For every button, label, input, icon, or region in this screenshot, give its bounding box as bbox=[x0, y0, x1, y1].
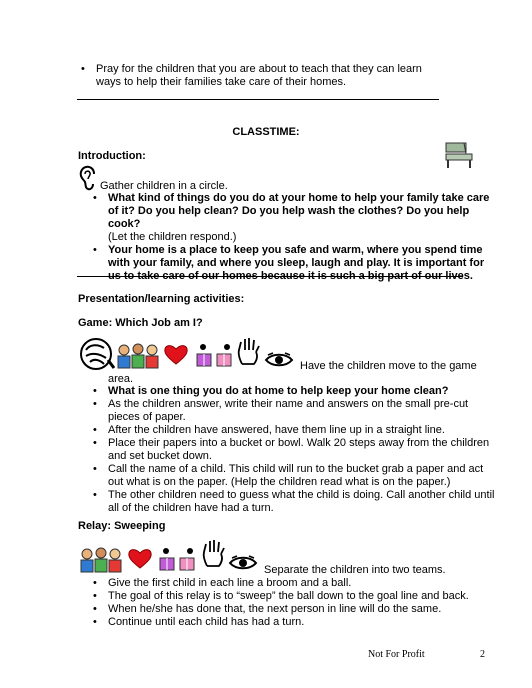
ear-icon bbox=[79, 165, 99, 191]
list-item bbox=[90, 437, 500, 463]
intro-bullet-text: Pray for the children that you are about to teach that they can learn ways to help their families take care of their homes. bbox=[96, 63, 422, 88]
list-item bbox=[90, 463, 500, 489]
gift-pair-icon bbox=[195, 342, 235, 370]
game-item-3: After the children have answered, have them line up in a straight line. bbox=[108, 424, 445, 436]
list-item bbox=[90, 489, 500, 515]
relay-item-1: Give the first child in each line a broom and a ball. bbox=[108, 577, 352, 589]
divider-top bbox=[77, 99, 439, 100]
game-item-1: What is one thing you do at home to help keep your home clean? bbox=[108, 385, 449, 397]
gift-pair-icon bbox=[158, 546, 198, 574]
relay-heading: Relay: Sweeping bbox=[78, 520, 166, 532]
presentation-heading: Presentation/learning activities: bbox=[78, 293, 245, 305]
relay-item-4: Continue until each child has had a turn. bbox=[108, 616, 305, 628]
eye-icon bbox=[264, 352, 294, 368]
list-item bbox=[90, 577, 500, 590]
brain-icon bbox=[78, 336, 116, 372]
relay-intro: Separate the children into two teams. bbox=[264, 564, 446, 576]
introduction-heading: Introduction: bbox=[78, 150, 146, 162]
list-item bbox=[90, 603, 500, 616]
game-heading: Game: Which Job am I? bbox=[78, 317, 203, 329]
game-intro-b: area. bbox=[108, 373, 134, 385]
intro-bullet bbox=[78, 63, 446, 89]
relay-list bbox=[90, 577, 500, 629]
heart-icon bbox=[163, 343, 189, 365]
children-group-icon bbox=[115, 342, 161, 372]
game-item-5: Call the name of a child. This child will run to the bucket grab a paper and act out what is on the paper. (Help the children read what is on the paper.) bbox=[108, 463, 484, 488]
list-item bbox=[90, 616, 500, 629]
intro-question-1: What kind of things do you do at your home to help your family take care of it? Do you help clean? Do you help wash the clothes? Do you help cook? bbox=[108, 192, 490, 230]
chair-icon bbox=[443, 140, 477, 170]
hand-icon bbox=[201, 538, 227, 568]
relay-item-3: When he/she has done that, the next person in line will do the same. bbox=[108, 603, 442, 615]
game-item-6: The other children need to guess what the child is doing. Call another child until all of the children have had a turn. bbox=[108, 489, 495, 514]
children-group-icon bbox=[78, 546, 124, 576]
footer-label: Not For Profit bbox=[368, 649, 425, 660]
list-item bbox=[90, 244, 494, 283]
hand-icon bbox=[236, 336, 262, 366]
list-item bbox=[90, 590, 500, 603]
intro-question-1-note: (Let the children respond.) bbox=[108, 231, 237, 243]
gather-text: Gather children in a circle. bbox=[100, 180, 228, 192]
game-list bbox=[90, 385, 500, 515]
page-number: 2 bbox=[480, 649, 485, 660]
list-item bbox=[90, 398, 500, 424]
list-item bbox=[90, 424, 500, 437]
intro-question-2: Your home is a place to keep you safe and warm, where you spend time with your family, and where you sleep, laugh and play. It is important for us to take care of our homes because it is such a big part of our lives. bbox=[108, 244, 485, 282]
list-item bbox=[90, 385, 500, 398]
relay-item-2: The goal of this relay is to “sweep” the ball down to the goal line and back. bbox=[108, 590, 469, 602]
divider-middle bbox=[77, 276, 463, 277]
list-item bbox=[90, 192, 494, 244]
introduction-list bbox=[90, 192, 494, 283]
heart-icon bbox=[127, 547, 153, 569]
eye-icon bbox=[228, 555, 258, 571]
classtime-heading: CLASSTIME: bbox=[232, 126, 300, 138]
game-item-2: As the children answer, write their name and answers on the small pre-cut pieces of paper. bbox=[108, 398, 469, 423]
game-item-4: Place their papers into a bucket or bowl. Walk 20 steps away from the children and set bucket down. bbox=[108, 437, 490, 462]
game-intro-a: Have the children move to the game bbox=[300, 360, 477, 372]
